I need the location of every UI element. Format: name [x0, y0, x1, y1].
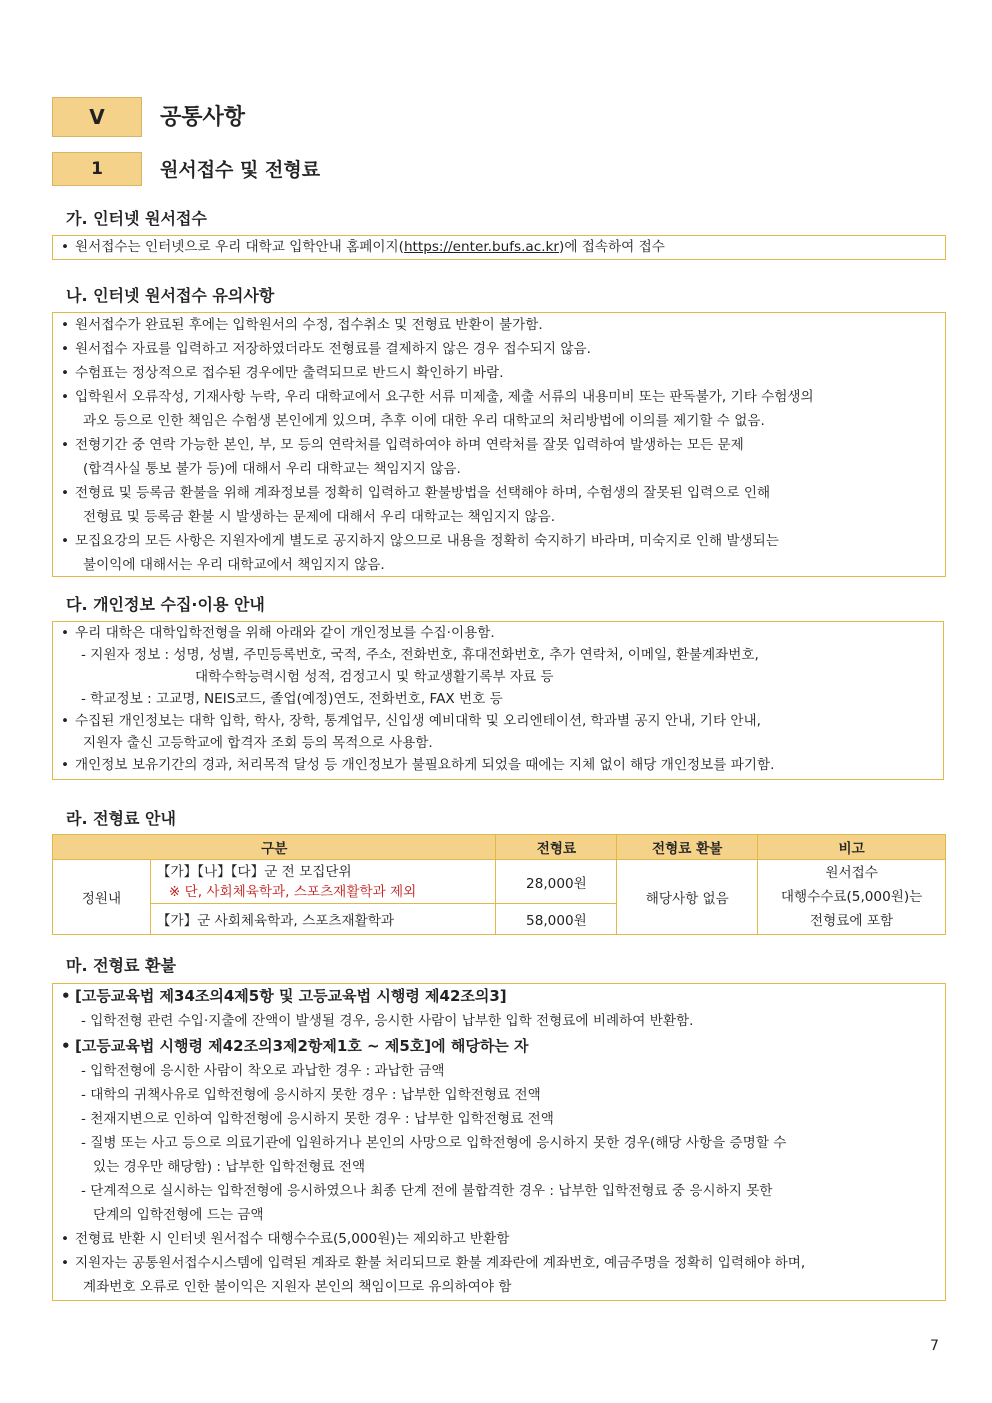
- refund-line: - 단계적으로 실시하는 입학전형에 응시하였으나 최종 단계 전에 불합격한 경우 : 납부한 입학전형료 중 응시하지 못한: [81, 1183, 773, 1199]
- bullet: •: [61, 533, 70, 549]
- bullet: •: [61, 437, 70, 453]
- heading-privacy: 다. 개인정보 수집·이용 안내: [66, 595, 265, 614]
- fee-header-note: 비고: [758, 835, 946, 860]
- heading-internet-application: 가. 인터넷 원서접수: [66, 209, 207, 228]
- fee-note-cell: 원서접수 대행수수료(5,000원)는 전형료에 포함: [758, 860, 946, 935]
- page-number: 7: [930, 1338, 939, 1354]
- privacy-line: • 개인정보 보유기간의 경과, 처리목적 달성 등 개인정보가 불필요하게 되었을 때에는 지체 없이 해당 개인정보를 파기함.: [61, 757, 775, 773]
- bullet: •: [61, 389, 70, 405]
- application-note-line: • 원서접수가 완료된 후에는 입학원서의 수정, 접수취소 및 전형료 반환이 불가함.: [61, 313, 937, 337]
- application-note-line: • 전형기간 중 연락 가능한 본인, 부, 모 등의 연락처를 입력하여야 하며 연락처를 잘못 입력하여 발생하는 모든 문제: [61, 433, 937, 457]
- fee-row1-desc: 【가】【나】【다】군 전 모집단위 ※ 단, 사회체육학과, 스포츠재활학과 제외: [150, 860, 496, 904]
- bullet: •: [61, 341, 70, 357]
- privacy-line: - 지원자 정보 : 성명, 성별, 주민등록번호, 국적, 주소, 전화번호, 휴대전화번호, 추가 연락처, 이메일, 환불계좌번호,: [81, 647, 759, 663]
- fee-row1-amount: 28,000원: [496, 860, 617, 904]
- fee-header-refund: 전형료 환불: [617, 835, 758, 860]
- application-note-line: • 원서접수 자료를 입력하고 저장하였더라도 전형료를 결제하지 않은 경우 접수되지 않음.: [61, 337, 937, 361]
- refund-line: - 입학전형에 응시한 사람이 착오로 과납한 경우 : 과납한 금액: [81, 1063, 445, 1079]
- fee-table: [52, 834, 946, 935]
- application-note-line: • 전형료 및 등록금 환불을 위해 계좌정보를 정확히 입력하고 환불방법을 선택해야 하며, 수험생의 잘못된 입력으로 인해: [61, 481, 937, 505]
- refund-line: • 지원자는 공통원서접수시스템에 입력된 계좌로 환불 처리되므로 환불 계좌란에 계좌번호, 예금주명을 정확히 입력해야 하며,: [61, 1255, 806, 1271]
- refund-line: 있는 경우만 해당함) : 납부한 입학전형료 전액: [93, 1159, 366, 1175]
- application-note-line: • 입학원서 오류작성, 기재사항 누락, 우리 대학교에서 요구한 서류 미제출, 제출 서류의 내용미비 또는 판독불가, 기타 수험생의: [61, 385, 937, 409]
- fee-header-fee: 전형료: [496, 835, 617, 860]
- application-note-line: • 모집요강의 모든 사항은 지원자에게 별도로 공지하지 않으므로 내용을 정확히 숙지하기 바라며, 미숙지로 인해 발생되는: [61, 529, 937, 553]
- bullet: •: [61, 317, 70, 333]
- heading-fee-info: 라. 전형료 안내: [66, 809, 176, 828]
- section-number-chip: V: [52, 97, 142, 137]
- application-note-line: 과오 등으로 인한 책임은 수험생 본인에게 있으며, 추후 이에 대한 우리 대학교의 처리방법에 이의를 제기할 수 없음.: [83, 413, 765, 429]
- heading-fee-refund: 마. 전형료 환불: [66, 956, 176, 975]
- privacy-line: 지원자 출신 고등학교에 합격자 조회 등의 목적으로 사용함.: [83, 735, 433, 751]
- bullet: •: [61, 365, 70, 381]
- heading-application-notes: 나. 인터넷 원서접수 유의사항: [66, 286, 275, 305]
- privacy-line: • 우리 대학은 대학입학전형을 위해 아래와 같이 개인정보를 수집·이용함.: [61, 625, 495, 641]
- refund-line: - 입학전형 관련 수입·지출에 잔액이 발생될 경우, 응시한 사람이 납부한 입학 전형료에 비례하여 반환함.: [81, 1013, 694, 1029]
- refund-line: 단계의 입학전형에 드는 금액: [93, 1207, 264, 1223]
- refund-line: - 대학의 귀책사유로 입학전형에 응시하지 못한 경우 : 납부한 입학전형료 전액: [81, 1087, 541, 1103]
- fee-row1-exception: ※ 단, 사회체육학과, 스포츠재활학과 제외: [168, 883, 417, 900]
- internet-application-box: [52, 235, 946, 260]
- homepage-link[interactable]: https://enter.bufs.ac.kr: [403, 239, 560, 255]
- privacy-line: - 학교정보 : 고교명, NEIS코드, 졸업(예정)연도, 전화번호, FAX 번호 등: [81, 691, 503, 707]
- application-note-line: 불이익에 대해서는 우리 대학교에서 책임지지 않음.: [83, 557, 385, 573]
- fee-header-category: 구분: [53, 835, 496, 860]
- internet-application-line: • 원서접수는 인터넷으로 우리 대학교 입학안내 홈페이지(https://enter.bufs.ac.kr)에 접속하여 접수: [61, 236, 937, 259]
- refund-line: 계좌번호 오류로 인한 불이익은 지원자 본인의 책임이므로 유의하여야 함: [83, 1279, 512, 1295]
- application-notes-box: [52, 312, 946, 577]
- fee-row2-desc: 【가】군 사회체육학과, 스포츠재활학과: [150, 904, 496, 935]
- refund-law-1: • [고등교육법 제34조의4제5항 및 고등교육법 시행령 제42조의3]: [61, 987, 507, 1005]
- section-title: 공통사항: [160, 105, 246, 130]
- fee-refund-cell: 해당사항 없음: [617, 860, 758, 935]
- fee-group-cell: 정원내: [53, 860, 151, 935]
- privacy-box: [52, 621, 944, 780]
- refund-line: - 질병 또는 사고 등으로 의료기관에 입원하거나 본인의 사망으로 입학전형에 응시하지 못한 경우(해당 사항을 증명할 수: [81, 1135, 787, 1151]
- privacy-line: 대학수학능력시험 성적, 검정고시 및 학교생활기록부 자료 등: [195, 669, 554, 685]
- refund-line: - 천재지변으로 인하여 입학전형에 응시하지 못한 경우 : 납부한 입학전형료 전액: [81, 1111, 554, 1127]
- subsection-title: 원서접수 및 전형료: [160, 159, 321, 181]
- bullet: •: [61, 485, 70, 501]
- fee-refund-box: [52, 983, 946, 1301]
- refund-law-2: • [고등교육법 시행령 제42조의3제2항제1호 ~ 제5호]에 해당하는 자: [61, 1037, 529, 1055]
- privacy-line: • 수집된 개인정보는 대학 입학, 학사, 장학, 통계업무, 신입생 예비대학 및 오리엔테이션, 학과별 공지 안내, 기타 안내,: [61, 713, 761, 729]
- application-note-line: 전형료 및 등록금 환불 시 발생하는 문제에 대해서 우리 대학교는 책임지지 않음.: [83, 509, 556, 525]
- subsection-number-chip: 1: [52, 152, 142, 186]
- application-note-line: (합격사실 통보 불가 등)에 대해서 우리 대학교는 책임지지 않음.: [83, 461, 461, 477]
- refund-line: • 전형료 반환 시 인터넷 원서접수 대행수수료(5,000원)는 제외하고 반환함: [61, 1231, 510, 1247]
- application-note-line: • 수험표는 정상적으로 접수된 경우에만 출력되므로 반드시 확인하기 바람.: [61, 361, 937, 385]
- bullet: •: [61, 239, 70, 255]
- fee-row2-amount: 58,000원: [496, 904, 617, 935]
